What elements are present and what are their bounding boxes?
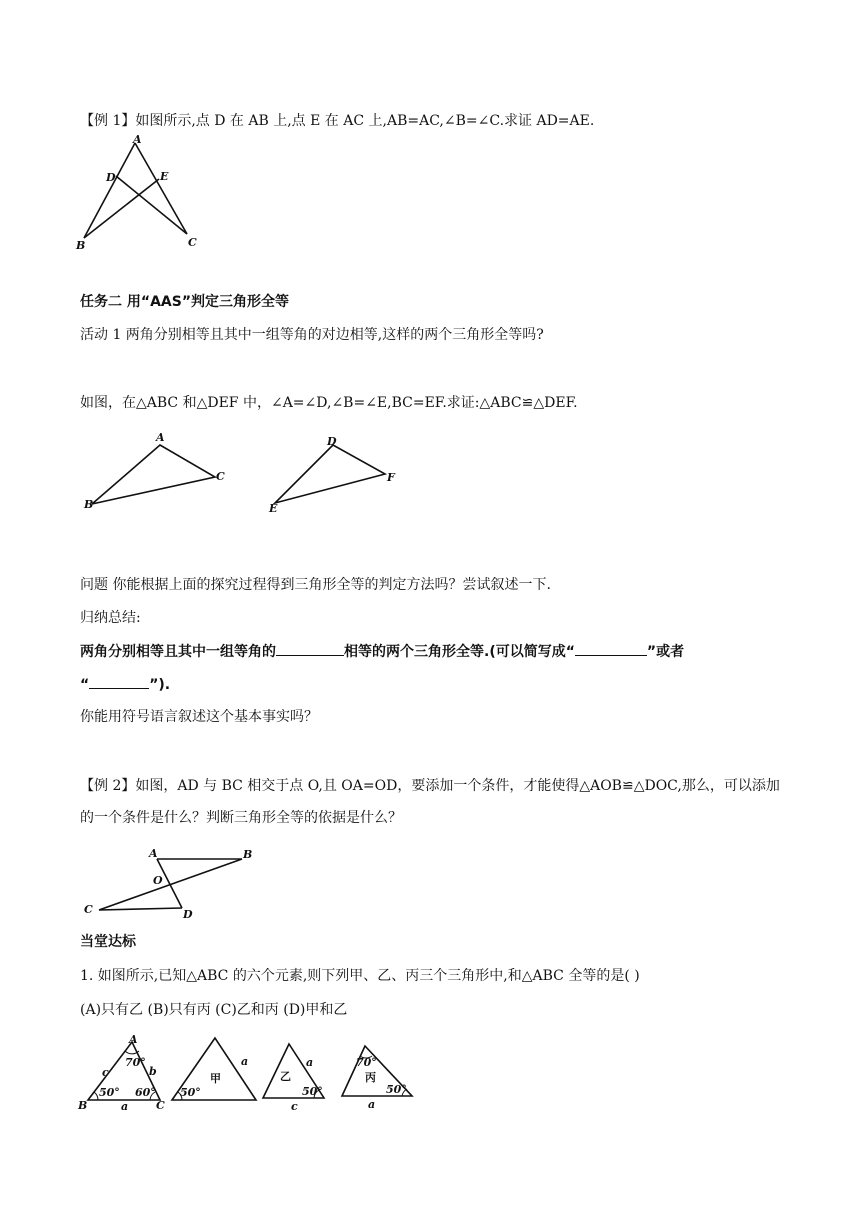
fig4-ref-label-b: B: [78, 1099, 88, 1112]
fig3-label-d: D: [183, 908, 193, 921]
fig3-label-o: O: [153, 874, 163, 887]
summary-statement: [80, 641, 684, 662]
summary-part1: 两角分别相等且其中一组等角的: [80, 644, 276, 660]
figure-3-crossing-triangles: [82, 842, 262, 922]
practice-heading: 当堂达标: [80, 934, 136, 950]
fig1-label-d: D: [106, 171, 116, 184]
summary-statement-cont: [80, 674, 170, 695]
example2-line2: 的一个条件是什么？判断三角形全等的依据是什么？: [80, 810, 402, 826]
fig2-label-a: A: [156, 431, 165, 444]
fig4-bing-name: 丙: [365, 1071, 376, 1084]
fig4-ref-side-b: b: [149, 1065, 157, 1078]
fig4-bing-angle-top: 70°: [356, 1056, 377, 1069]
fig4-ref-angle-b: 50°: [99, 1086, 120, 1099]
given-text: 如图，在△ABC 和△DEF 中，∠A=∠D,∠B=∠E,BC=EF.求证:△ABC≌△DEF.: [80, 395, 578, 411]
fig4-yi-angle: 50°: [302, 1085, 323, 1098]
summary-part5: ”).: [149, 677, 171, 693]
summary-part2: 相等的两个三角形全等.(可以简写成“: [344, 644, 575, 660]
fig4-yi-name: 乙: [280, 1070, 291, 1083]
fig2-label-d: D: [327, 435, 337, 448]
fig3-label-c: C: [84, 903, 93, 916]
practice-q1: 1. 如图所示,已知△ABC 的六个元素,则下列甲、乙、丙三个三角形中,和△ABC 全等的是( ): [80, 968, 640, 984]
fig4-ref-angle-c: 60°: [135, 1086, 156, 1099]
fig3-label-a: A: [149, 847, 158, 860]
fig4-jia-name: 甲: [210, 1072, 221, 1085]
fig4-bing-side: a: [368, 1098, 376, 1111]
summary-part3: ”或者: [646, 644, 685, 660]
fig4-ref-side-a: a: [121, 1100, 129, 1113]
fig4-bing-angle-right: 50°: [386, 1083, 407, 1096]
task2-heading: 任务二 用“AAS”判定三角形全等: [80, 294, 290, 310]
fig3-label-b: B: [243, 848, 253, 861]
summary-label: 归纳总结:: [80, 610, 141, 626]
summary-blank-3[interactable]: [89, 674, 149, 689]
fig1-label-a: A: [133, 133, 142, 146]
fig1-label-b: B: [76, 239, 86, 252]
fig4-jia-angle: 50°: [180, 1086, 201, 1099]
summary-blank-1[interactable]: [276, 641, 344, 656]
fig2-label-c: C: [216, 470, 225, 483]
question-text: 问题 你能根据上面的探究过程得到三角形全等的判定方法吗？尝试叙述一下.: [80, 577, 551, 593]
fig2-label-b: B: [84, 498, 94, 511]
fig1-label-c: C: [188, 236, 197, 249]
fig4-ref-angle-a: 70°: [125, 1056, 146, 1069]
fig1-label-e: E: [160, 170, 169, 183]
summary-blank-2[interactable]: [575, 641, 647, 656]
figure-4-triangle-options: [76, 1034, 421, 1112]
summary-symbolic: 你能用符号语言叙述这个基本事实吗？: [80, 709, 318, 725]
activity1-text: 活动 1 两角分别相等且其中一组等角的对边相等,这样的两个三角形全等吗?: [80, 327, 544, 343]
fig4-yi-side-c: c: [291, 1100, 298, 1113]
summary-part4: “: [80, 677, 90, 693]
example2-line1: 【例 2】如图，AD 与 BC 相交于点 O,且 OA=OD，要添加一个条件，才能使得△AOB≌△DOC,那么，可以添加: [80, 778, 780, 794]
practice-options: (A)只有乙 (B)只有丙 (C)乙和丙 (D)甲和乙: [80, 1002, 348, 1018]
fig4-jia-side: a: [241, 1055, 249, 1068]
example1-text: 【例 1】如图所示,点 D 在 AB 上,点 E 在 AC 上,AB=AC,∠B=∠C.求证 AD=AE.: [80, 113, 595, 129]
fig4-ref-side-c: c: [102, 1066, 109, 1079]
fig2-label-e: E: [269, 502, 278, 515]
fig4-ref-label-a: A: [129, 1033, 138, 1046]
fig4-yi-side-a: a: [306, 1056, 314, 1069]
figure-2-two-triangles: [80, 432, 410, 518]
figure-1-triangle-diagram: [76, 133, 206, 252]
fig2-label-f: F: [387, 471, 395, 484]
fig4-ref-label-c: C: [156, 1099, 165, 1112]
